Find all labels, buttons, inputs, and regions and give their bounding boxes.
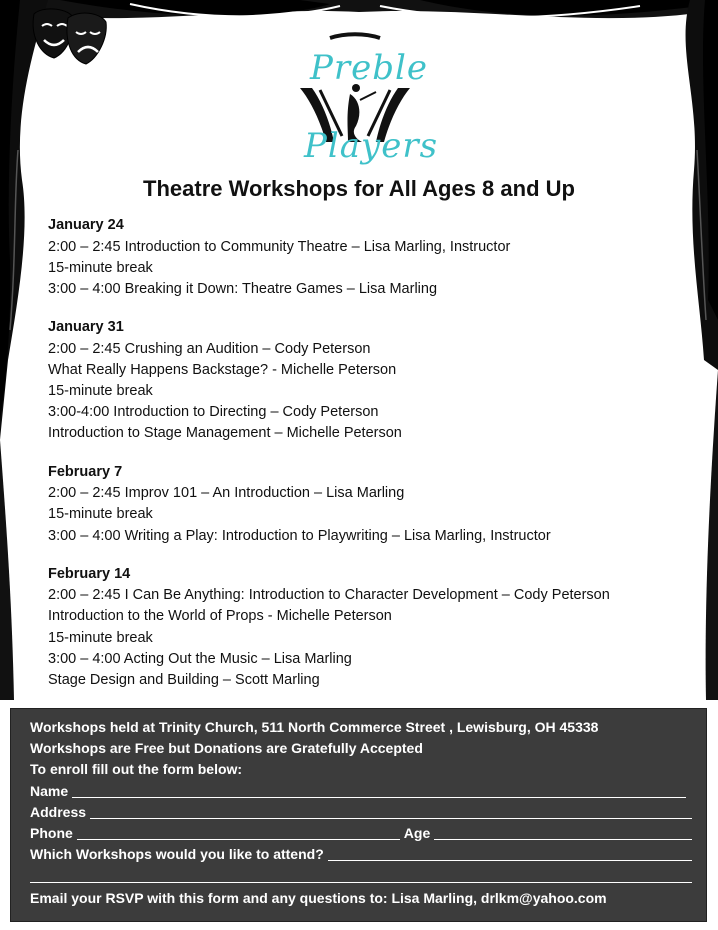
schedule-date: January 31 (48, 319, 124, 336)
enrollment-form-panel (10, 708, 707, 922)
workshops-blank[interactable] (328, 859, 692, 861)
workshops-blank-continued[interactable] (30, 865, 692, 883)
schedule-line: Stage Design and Building – Scott Marling (48, 672, 320, 689)
schedule-date: February 14 (48, 565, 131, 582)
schedule-line: 15-minute break (48, 629, 153, 646)
name-blank[interactable] (72, 796, 686, 798)
schedule-day (48, 564, 688, 692)
age-blank[interactable] (434, 838, 692, 840)
schedule-line: 3:00 – 4:00 Breaking it Down: Theatre Games – Lisa Marling (48, 280, 438, 297)
schedule-line: 2:00 – 2:45 Improv 101 – An Introduction – Lisa Marling (48, 485, 405, 502)
schedule-line: 15-minute break (48, 259, 153, 276)
schedule-line: 15-minute break (48, 383, 153, 400)
schedule-day (48, 317, 688, 445)
phone-age-field[interactable] (30, 823, 692, 844)
address-field[interactable] (30, 802, 692, 823)
theatre-masks-icon (33, 9, 106, 64)
schedule-line: What Really Happens Backstage? - Michelle Peterson (48, 361, 397, 378)
phone-blank[interactable] (77, 838, 400, 840)
preble-players-logo (290, 30, 439, 180)
age-label: Age (403, 824, 431, 841)
workshop-schedule (48, 215, 688, 708)
address-blank[interactable] (90, 817, 692, 819)
address-label: Address (30, 803, 87, 820)
donations-text: Workshops are Free but Donations are Gratefully Accepted (30, 740, 423, 757)
schedule-date: February 7 (48, 463, 123, 480)
schedule-line: 3:00 – 4:00 Writing a Play: Introduction to Playwriting – Lisa Marling, Instructor (48, 527, 551, 544)
schedule-line: 2:00 – 2:45 Introduction to Community Theatre – Lisa Marling, Instructor (48, 238, 511, 255)
schedule-date: January 24 (48, 217, 124, 233)
phone-label: Phone (30, 824, 73, 841)
schedule-day (48, 462, 688, 547)
page-title: Theatre Workshops for All Ages 8 and Up (143, 176, 575, 201)
email-rsvp-text: Email your RSVP with this form and any questions to: Lisa Marling, drlkm@yahoo.com (30, 889, 607, 906)
logo-word-preble: Preble (310, 48, 429, 88)
workshops-field[interactable] (30, 844, 692, 865)
enroll-instructions: To enroll fill out the form below: (30, 761, 243, 778)
location-text: Workshops held at Trinity Church, 511 North Commerce Street , Lewisburg, OH 45338 (30, 719, 599, 735)
name-field[interactable] (30, 781, 692, 802)
schedule-line: 15-minute break (48, 506, 153, 523)
schedule-line: 2:00 – 2:45 I Can Be Anything: Introduction to Character Development – Cody Peterson (48, 587, 610, 604)
schedule-line: 2:00 – 2:45 Crushing an Audition – Cody Peterson (48, 340, 371, 357)
schedule-line: 3:00 – 4:00 Acting Out the Music – Lisa Marling (48, 650, 352, 667)
logo-word-players: Players (304, 126, 439, 166)
schedule-line: 3:00-4:00 Introduction to Directing – Cody Peterson (48, 404, 379, 421)
name-label: Name (30, 782, 69, 799)
schedule-line: Introduction to the World of Props - Michelle Peterson (48, 608, 392, 625)
schedule-line: Introduction to Stage Management – Michelle Peterson (48, 425, 402, 442)
schedule-day (48, 215, 688, 300)
workshops-label: Which Workshops would you like to attend? (30, 845, 324, 862)
